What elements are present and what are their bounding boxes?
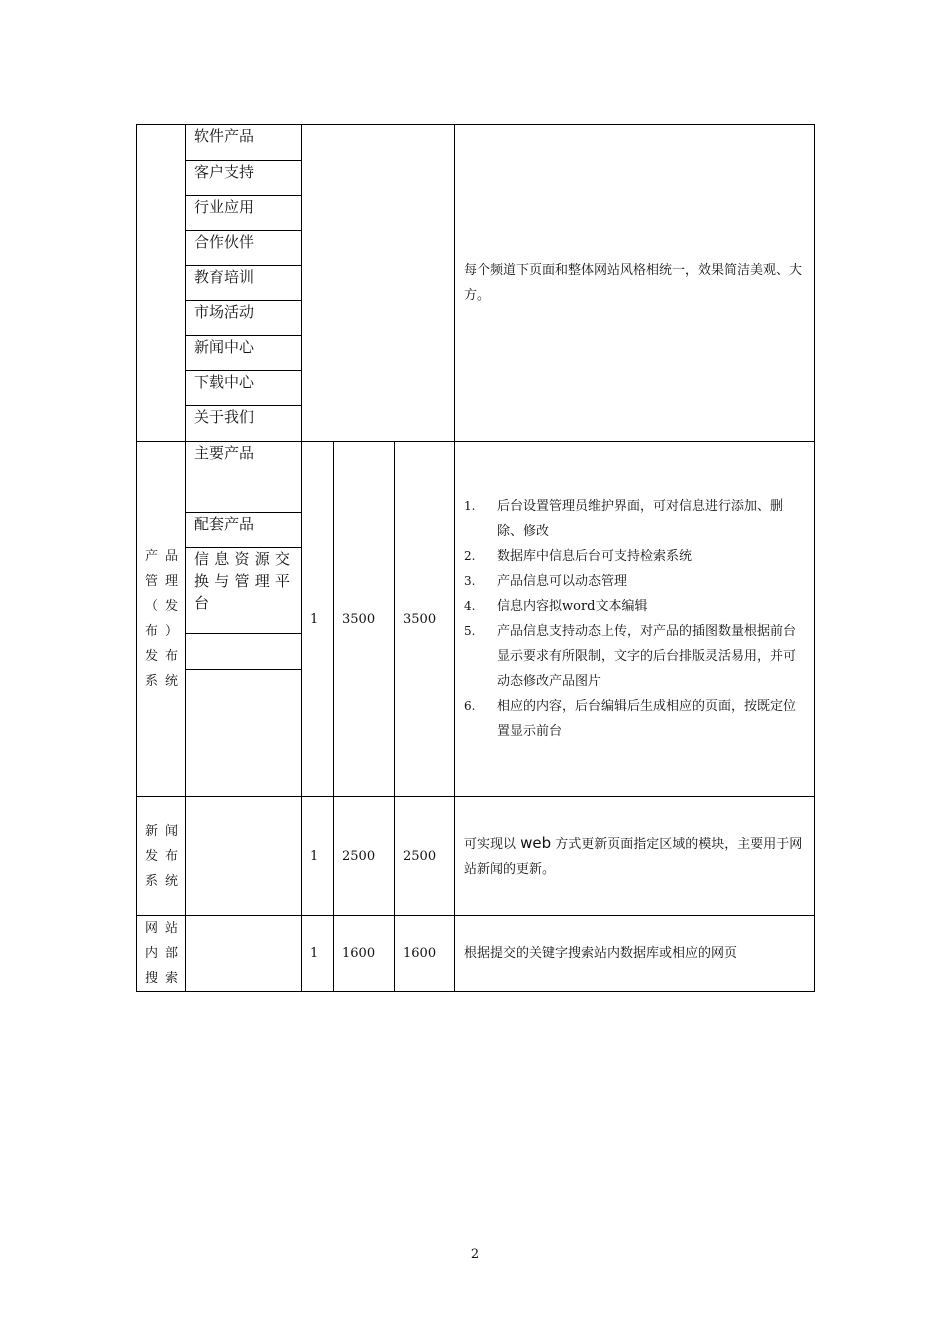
feature-number: 5. — [464, 624, 476, 638]
feature-number: 3. — [464, 574, 476, 588]
search-sub-cell — [186, 916, 302, 992]
news-qty: 1 — [302, 797, 334, 916]
channel-item: 教育培训 — [186, 265, 301, 300]
news-total: 2500 — [395, 797, 455, 916]
channels-list — [186, 125, 301, 440]
feature-text: 数据库中信息后台可支持检索系统 — [497, 549, 693, 564]
feature-text: 信息内容拟word文本编辑 — [497, 599, 648, 614]
news-description — [455, 797, 815, 916]
news-desc-web: web — [520, 833, 552, 852]
product-subitems-cell — [186, 442, 302, 797]
search-total: 1600 — [395, 916, 455, 992]
channels-description: 每个频道下页面和整体网站风格相统一，效果简洁美观、大方。 — [455, 125, 815, 442]
product-description — [455, 442, 815, 797]
search-qty: 1 — [302, 916, 334, 992]
channel-item: 下载中心 — [186, 370, 301, 405]
product-subitem: 主要产品 — [186, 442, 301, 512]
channel-item: 新闻中心 — [186, 335, 301, 370]
spec-table — [136, 124, 815, 992]
product-subitem: 信息资源交换与管理平台 — [186, 547, 301, 633]
feature-number: 1. — [464, 499, 476, 513]
search-label-cell — [137, 916, 186, 992]
news-desc-post: 方式更新页面指定区域的模块，主要用于网站新闻的更新。 — [464, 836, 803, 877]
feature-number: 6. — [464, 699, 476, 713]
product-feature-item — [464, 594, 806, 619]
product-price: 3500 — [334, 442, 395, 797]
channel-item: 关于我们 — [194, 407, 255, 426]
product-feature-item — [464, 494, 806, 544]
feature-number: 4. — [464, 599, 476, 613]
channels-merged-cell — [302, 125, 455, 442]
product-subitem-empty — [186, 633, 301, 669]
search-label: 网站内部搜索 — [145, 921, 178, 986]
channels-row — [137, 125, 815, 442]
product-feature-item — [464, 619, 806, 694]
search-description: 根据提交的关键字搜索站内数据库或相应的网页 — [455, 916, 815, 992]
product-subitem: 配套产品 — [186, 512, 301, 547]
product-subitems — [186, 442, 301, 670]
product-row — [137, 442, 815, 797]
news-sub-cell — [186, 797, 302, 916]
product-label-cell — [137, 442, 186, 797]
search-price: 1600 — [334, 916, 395, 992]
news-price: 2500 — [334, 797, 395, 916]
news-label: 新闻发布系统 — [145, 823, 178, 889]
feature-text: 后台设置管理员维护界面，可对信息进行添加、删除、修改 — [497, 499, 784, 539]
feature-text: 产品信息支持动态上传，对产品的插图数量根据前台显示要求有所限制，文字的后台排版灵活易用，并可动态修改产品图片 — [497, 624, 797, 689]
product-feature-item — [464, 544, 806, 569]
product-qty: 1 — [302, 442, 334, 797]
search-row — [137, 916, 815, 992]
channel-item: 软件产品 — [186, 125, 301, 160]
product-subitem-empty — [186, 669, 301, 670]
product-feature-list — [464, 494, 806, 744]
news-row — [137, 797, 815, 916]
channel-item: 行业应用 — [186, 195, 301, 230]
page-number: 2 — [470, 1247, 480, 1262]
channel-item: 市场活动 — [186, 300, 301, 335]
product-feature-item — [464, 569, 806, 594]
product-label: 产品管理（发布）发布系统 — [145, 549, 178, 689]
feature-text: 相应的内容，后台编辑后生成相应的页面，按既定位置显示前台 — [497, 699, 797, 739]
channels-list-cell — [186, 125, 302, 442]
channel-item: 客户支持 — [186, 160, 301, 195]
product-total: 3500 — [395, 442, 455, 797]
news-desc-pre: 可实现以 — [464, 836, 521, 852]
news-label-cell — [137, 797, 186, 916]
channel-item: 合作伙伴 — [186, 230, 301, 265]
product-feature-item — [464, 694, 806, 744]
channels-label-cell — [137, 125, 186, 442]
feature-text: 产品信息可以动态管理 — [497, 574, 628, 589]
feature-number: 2. — [464, 549, 476, 563]
